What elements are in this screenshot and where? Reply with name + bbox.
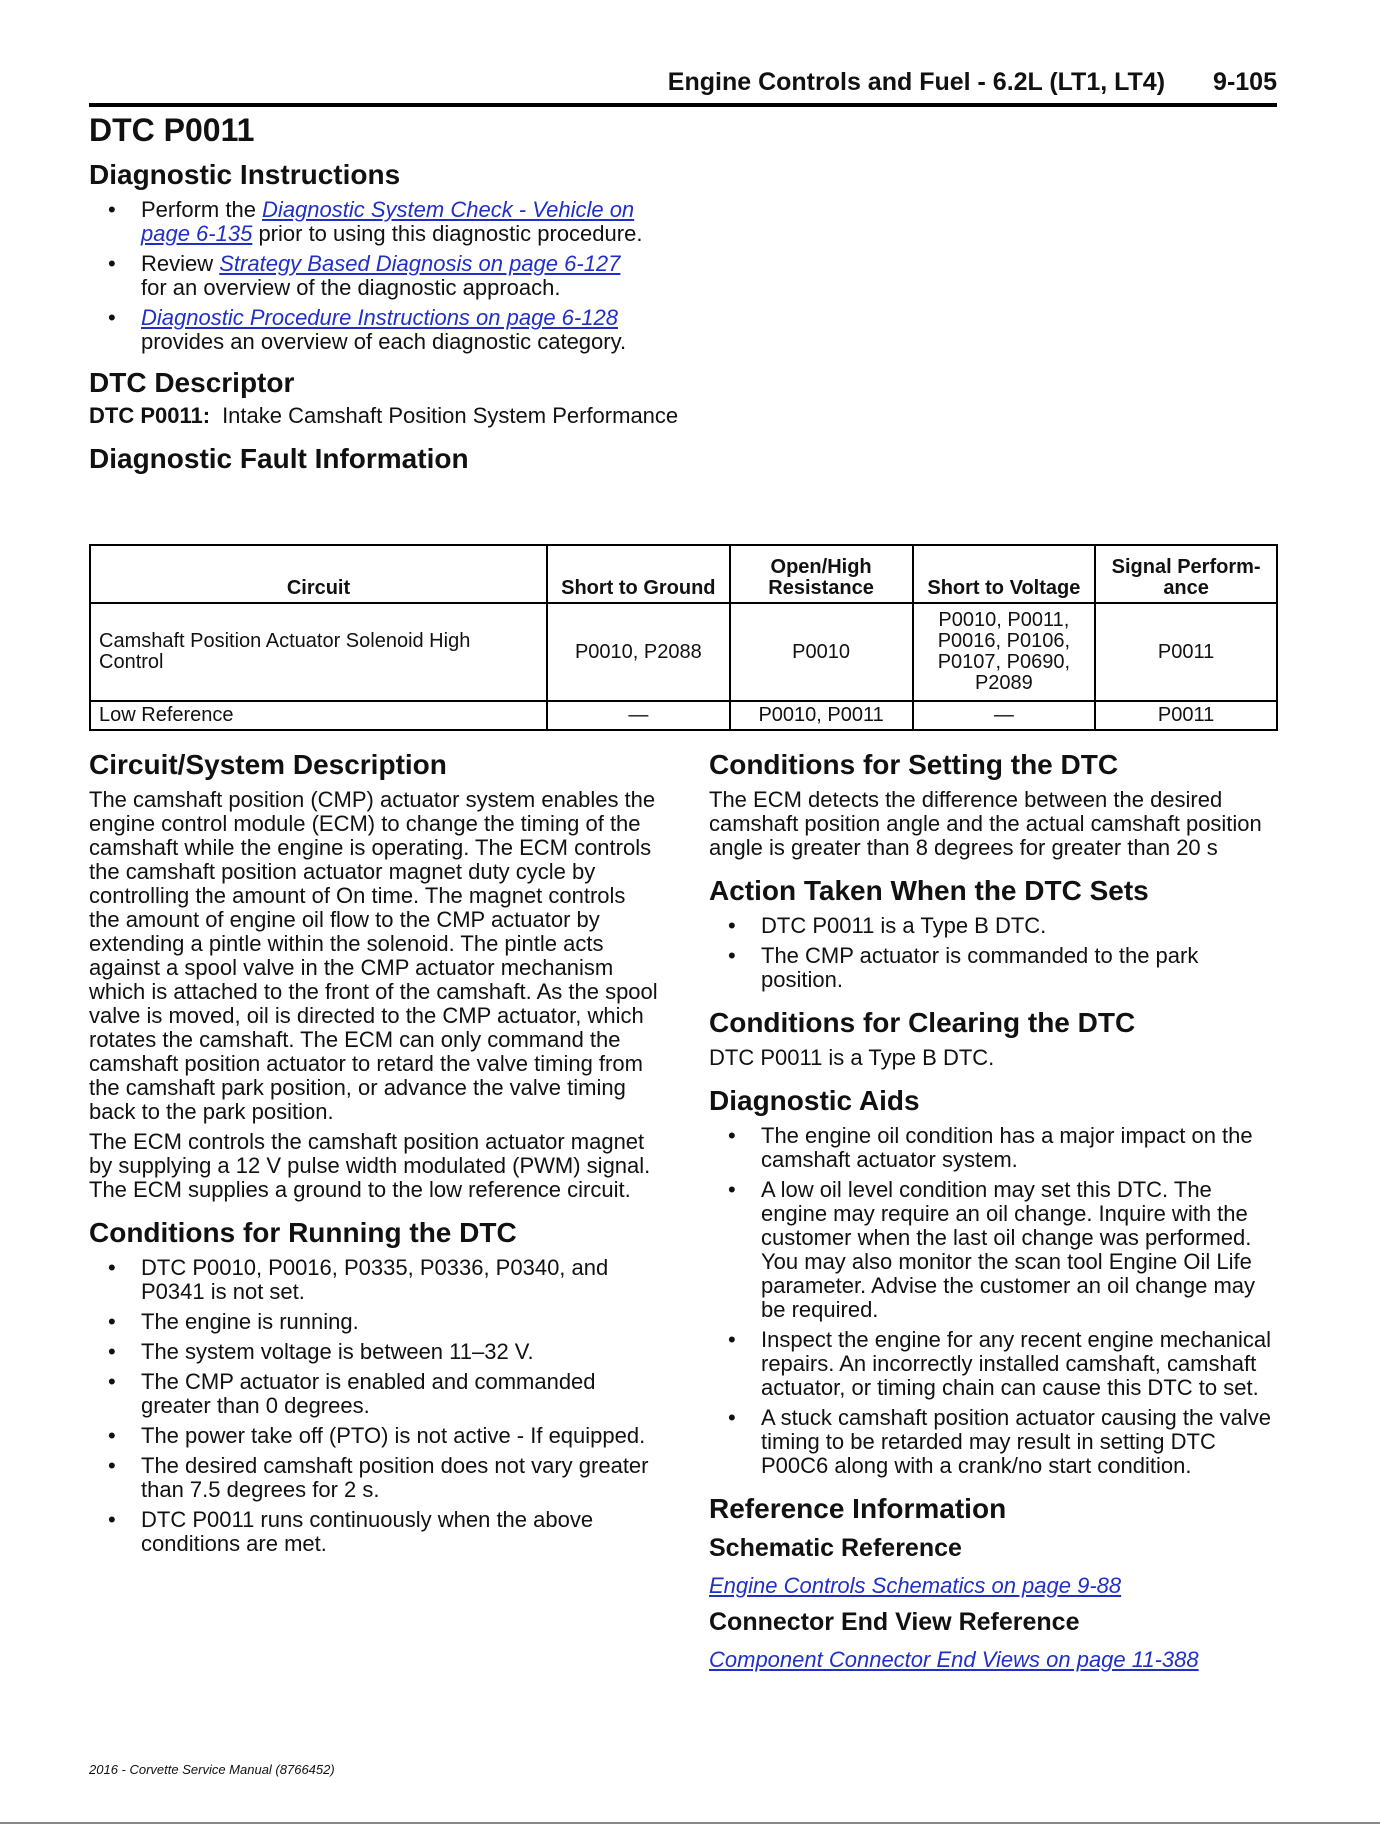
connector-reference-heading: Connector End View Reference: [709, 1608, 1080, 1636]
col-header: Circuit: [90, 545, 547, 603]
fault-info-heading: Diagnostic Fault Information: [89, 443, 469, 474]
page-footer: 2016 - Corvette Service Manual (8766452): [89, 1762, 335, 1777]
list-item: • The CMP actuator is commanded to the park position.: [709, 944, 1279, 992]
action-list: [709, 914, 1279, 992]
clearing-section: [709, 1006, 1279, 1070]
list-item: • A low oil level condition may set this DTC. The engine may require an oil change. Inquire with the customer when the last oil change was performed. You may also monitor the scan tool Engine Oil Life parameter. Advise the customer an oil change may be required.: [709, 1178, 1279, 1322]
running-section: [89, 1216, 659, 1556]
table-cell: P0010, P2088: [547, 603, 730, 701]
circuit-description-paragraph: The camshaft position (CMP) actuator system enables the engine control module (ECM) to change the timing of the camshaft while the engine is operating. The ECM controls the camshaft position actuator magnet duty cycle by controlling the amount of On time. The magnet controls the amount of engine oil flow to the CMP actuator by extending a pintle within the solenoid. The pintle acts against a spool valve in the CMP actuator mechanism which is attached to the front of the camshaft. As the spool valve is moved, oil is directed to the CMP actuator, which rotates the camshaft. The ECM can only command the camshaft position actuator to retard the valve timing from the camshaft park position, or advance the valve timing back to the park position.: [89, 787, 658, 1124]
link-strategy-based-diagnosis[interactable]: Strategy Based Diagnosis on page 6-127: [219, 251, 621, 276]
list-item: • Perform the Diagnostic System Check - Vehicle on page 6-135 prior to using this diagnostic procedure.: [89, 198, 649, 246]
action-section: [709, 874, 1279, 992]
setting-text: The ECM detects the difference between the desired camshaft position angle and the actual camshaft position angle is greater than 8 degrees for greater than 20 s: [709, 787, 1262, 860]
table-row: [90, 701, 1277, 730]
col-header: Signal Perform-ance: [1095, 545, 1277, 603]
aids-section: [709, 1084, 1279, 1478]
left-column: [89, 748, 659, 1570]
diag-instructions-heading: Diagnostic Instructions: [89, 159, 401, 190]
col-header: Open/High Resistance: [730, 545, 913, 603]
link-component-connector-end-views[interactable]: Component Connector End Views on page 11-388: [709, 1647, 1199, 1672]
list-item: • The CMP actuator is enabled and commanded greater than 0 degrees.: [89, 1370, 659, 1418]
link-diagnostic-system-check[interactable]: Diagnostic System Check - Vehicle on page 6-135: [141, 197, 635, 246]
descriptor-heading: DTC Descriptor: [89, 367, 295, 398]
list-item: • Inspect the engine for any recent engine mechanical repairs. An incorrectly installed camshaft, camshaft actuator, or timing chain can cause this DTC to set.: [709, 1328, 1279, 1400]
table-cell: P0010: [730, 603, 913, 701]
running-heading: Conditions for Running the DTC: [89, 1217, 517, 1248]
schematic-reference-heading: Schematic Reference: [709, 1534, 962, 1562]
setting-heading: Conditions for Setting the DTC: [709, 749, 1119, 780]
list-item: • The power take off (PTO) is not active - If equipped.: [89, 1424, 659, 1448]
doc-title: DTC P0011: [89, 112, 255, 148]
page-number: 9-105: [1213, 68, 1277, 96]
page-header: [89, 68, 1277, 107]
table-cell: P0010, P0011, P0016, P0106, P0107, P0690, P2089: [913, 603, 1096, 701]
fault-table: [89, 544, 1278, 731]
circuit-description-heading: Circuit/System Description: [89, 749, 447, 780]
link-diagnostic-procedure-instructions[interactable]: Diagnostic Procedure Instructions on page 6-128: [141, 305, 618, 330]
list-item: • The desired camshaft position does not vary greater than 7.5 degrees for 2 s.: [89, 1454, 659, 1502]
aids-list: [709, 1124, 1279, 1478]
table-header-row: [90, 545, 1277, 603]
list-item: • The system voltage is between 11–32 V.: [89, 1340, 659, 1364]
list-item: • Diagnostic Procedure Instructions on page 6-128 provides an overview of each diagnostic category.: [89, 306, 649, 354]
action-heading: Action Taken When the DTC Sets: [709, 875, 1149, 906]
right-column: [709, 748, 1279, 1686]
clearing-text: DTC P0011 is a Type B DTC.: [709, 1045, 995, 1070]
descriptor-text: DTC P0011: Intake Camshaft Position System Performance: [89, 403, 679, 428]
table-cell: Low Reference: [90, 701, 547, 730]
table-cell: —: [547, 701, 730, 730]
top-section: [89, 158, 1277, 476]
setting-section: [709, 748, 1279, 860]
col-header: Short to Ground: [547, 545, 730, 603]
list-item: • Review Strategy Based Diagnosis on page 6-127 for an overview of the diagnostic approach.: [89, 252, 649, 300]
circuit-description-paragraph: The ECM controls the camshaft position actuator magnet by supplying a 12 V pulse width modulated (PWM) signal. The ECM supplies a ground to the low reference circuit.: [89, 1129, 651, 1202]
table-cell: P0011: [1095, 701, 1277, 730]
header-title: Engine Controls and Fuel - 6.2L (LT1, LT4): [667, 68, 1166, 96]
table-row: [90, 603, 1277, 701]
list-item: • A stuck camshaft position actuator causing the valve timing to be retarded may result in setting DTC P00C6 along with a crank/no start condition.: [709, 1406, 1279, 1478]
reference-section: [709, 1492, 1279, 1672]
list-item: • The engine oil condition has a major impact on the camshaft actuator system.: [709, 1124, 1279, 1172]
table-cell: —: [913, 701, 1096, 730]
running-list: [89, 1256, 659, 1556]
table-cell: P0010, P0011: [730, 701, 913, 730]
link-engine-controls-schematics[interactable]: Engine Controls Schematics on page 9-88: [709, 1573, 1122, 1598]
list-item: • The engine is running.: [89, 1310, 659, 1334]
list-item: • DTC P0010, P0016, P0335, P0336, P0340, and P0341 is not set.: [89, 1256, 659, 1304]
table-cell: Camshaft Position Actuator Solenoid High Control: [90, 603, 547, 701]
aids-heading: Diagnostic Aids: [709, 1085, 920, 1116]
list-item: • DTC P0011 is a Type B DTC.: [709, 914, 1279, 938]
list-item: • DTC P0011 runs continuously when the above conditions are met.: [89, 1508, 659, 1556]
reference-heading: Reference Information: [709, 1493, 1007, 1524]
circuit-description-section: [89, 748, 659, 1202]
clearing-heading: Conditions for Clearing the DTC: [709, 1007, 1136, 1038]
col-header: Short to Voltage: [913, 545, 1096, 603]
table-cell: P0011: [1095, 603, 1277, 701]
diag-instructions-list: [89, 198, 649, 354]
